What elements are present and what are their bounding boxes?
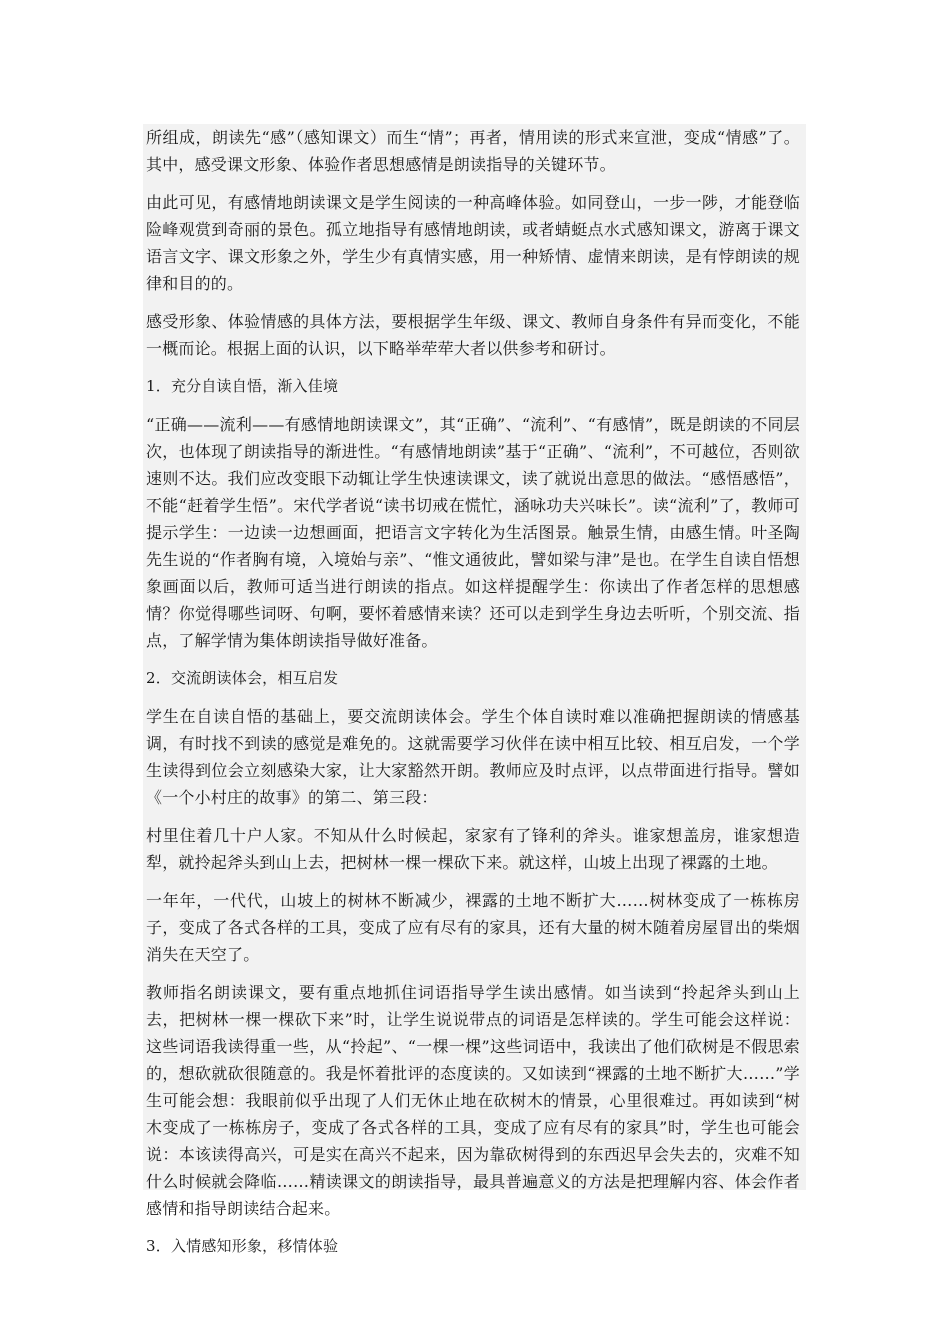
quoted-paragraph: 村里住着几十户人家。不知从什么时候起，家家有了锋利的斧头。谁家想盖房，谁家想造犁，就拎起斧头到山上去，把树林一棵一棵砍下来。就这样，山坡上出现了裸露的土地。 <box>146 826 800 872</box>
paragraph: 所组成，朗读先“感”（感知课文）而生“情”；再者，情用读的形式来宣泄，变成“情感”了。其中，感受课文形象、体验作者思想感情是朗读指导的关键环节。 <box>146 128 800 174</box>
paragraph: “正确——流利——有感情地朗读课文”，其“正确”、“流利”、“有感情”，既是朗读的不同层次，也体现了朗读指导的渐进性。“有感情地朗读”基于“正确”、“流利”，不可越位，否则欲速则不达。我们应改变眼下动辄让学生快速读课文，读了就说出意思的做法。“感悟感悟”，不能“赶着学生悟”。宋代学者说“读书切戒在慌忙，涵咏功夫兴味长”。读“流利”了，教师可提示学生：一边读一边想画面，把语言文字转化为生活图景。触景生情，由感生情。叶圣陶先生说的“作者胸有境，入境始与亲”、“惟文通彼此，譬如梁与津”是也。在学生自读自悟想象画面以后，教师可适当进行朗读的指点。如这样提醒学生：你读出了作者怎样的思想感情？你觉得哪些词呀、句啊，要怀着感情来读？还可以走到学生身边去听听，个别交流、指点，了解学情为集体朗读指导做好准备。 <box>146 415 800 650</box>
paragraph: 由此可见，有感情地朗读课文是学生阅读的一种高峰体验。如同登山，一步一陟，才能登临险峰观赏到奇丽的景色。孤立地指导有感情地朗读，或者蜻蜓点水式感知课文，游离于课文语言文字、课文形象之外，学生少有真情实感，用一种矫情、虚情来朗读，是有悖朗读的规律和目的的。 <box>146 193 800 293</box>
section-heading: 2．交流朗读体会，相互启发 <box>146 669 339 687</box>
document-body <box>143 124 806 1255</box>
quoted-paragraph: 一年年，一代代，山坡上的树林不断减少，裸露的土地不断扩大……树林变成了一栋栋房子，变成了各式各样的工具，变成了应有尽有的家具，还有大量的树木随着房屋冒出的柴烟消失在天空了。 <box>146 891 800 964</box>
paragraph: 教师指名朗读课文，要有重点地抓住词语指导学生读出感情。如当读到“拎起斧头到山上去，把树林一棵一棵砍下来”时，让学生说说带点的词语是怎样读的。学生可能会这样说：这些词语我读得重一些，从“拎起”、“一棵一棵”这些词语中，我读出了他们砍树是不假思索的，想砍就砍很随意的。我是怀着批评的态度读的。又如读到“裸露的土地不断扩大……”学生可能会想：我眼前似乎出现了人们无休止地在砍树木的情景，心里很难过。再如读到“树木变成了一栋栋房子，变成了各式各样的工具，变成了应有尽有的家具”时，学生也可能会说：本该读得高兴，可是实在高兴不起来，因为靠砍树得到的东西迟早会失去的，灾难不知什么时候就会降临……精读课文的朗读指导，最具普遍意义的方法是把理解内容、体会作者感情和指导朗读结合起来。 <box>146 983 800 1218</box>
section-heading: 3．入情感知形象，移情体验 <box>146 1237 339 1255</box>
paragraph: 感受形象、体验情感的具体方法，要根据学生年级、课文、教师自身条件有异而变化，不能一概而论。根据上面的认识，以下略举荦荦大者以供参考和研讨。 <box>146 312 800 358</box>
section-heading: 1．充分自读自悟，渐入佳境 <box>146 377 339 395</box>
paragraph: 学生在自读自悟的基础上，要交流朗读体会。学生个体自读时难以准确把握朗读的情感基调，有时找不到读的感觉是难免的。这就需要学习伙伴在读中相互比较、相互启发，一个学生读得到位会立刻感染大家，让大家豁然开朗。教师应及时点评，以点带面进行指导。譬如《一个小村庄的故事》的第二、第三段： <box>146 707 800 807</box>
